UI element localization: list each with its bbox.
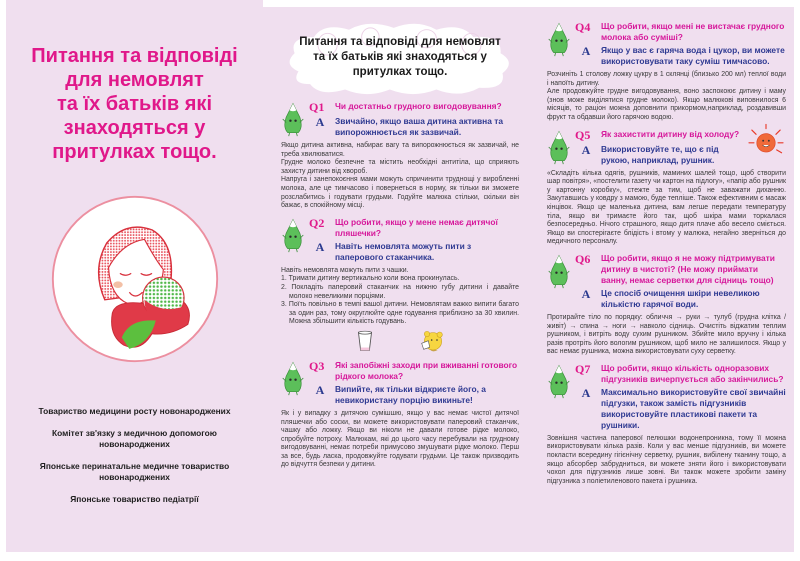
cover-panel: [6, 0, 263, 552]
question-text: Що робити, якщо у мене немає дитячої пляшечки?: [335, 216, 498, 238]
body-paragraph: Але продовжуйте грудне вигодовування, воно заспокоює дитину і маму (знов може виділятися грудне молоко). Якщо малюкові виповнилося 6 місяців, то раціон можна доповнити прикормом,наприклад, роздавивши фрукт та обдавши його гарячою водою.: [547, 88, 786, 121]
header-title-line: та їх батьків які знаходяться у: [313, 51, 487, 63]
header-title: [281, 35, 519, 80]
answer-body: [547, 71, 786, 123]
answer-label: A: [315, 382, 325, 397]
answer-body: [281, 142, 519, 211]
question-label: Q2: [309, 215, 325, 230]
mascot-icon: [281, 217, 305, 253]
body-paragraph: Грудне молоко безпечне та містить необхідні антитіла, що сприяють захисту дитини від хвороб.: [281, 159, 519, 175]
answer-text: Випийте, як тільки відкриєте його, а невикористану порцію викиньте!: [335, 383, 486, 405]
mascot-icon: [547, 21, 571, 57]
baby-bear-drinking-icon: [419, 330, 443, 354]
question-text: Що робити, якщо кількість одноразових підгузників вичерпується або закінчились?: [601, 362, 784, 384]
mascot-icon: [281, 360, 305, 396]
mother-baby-illustration: [50, 194, 220, 364]
question-label: Q6: [575, 251, 591, 266]
answer-label: A: [581, 142, 591, 157]
body-paragraph: Зовнішня частина паперової пелюшки водонепроникна, тому її можна використовувати кілька разів. Коли у вас менше підгузників, ви можете покласти всередину гігієнічну серветку, рушник, вибілену тканину тощо, а якщо абсорбер забрудниться, ви можете зняти його і використовувати чохол для підгузників лише зовні. Ви також можете зробити заміну підгузника з поліетиленового пакета і рушника.: [547, 434, 786, 485]
cover-title-line: Питання та відповіді: [31, 45, 238, 67]
steps-list: [281, 275, 519, 327]
cup-illustrations: [281, 330, 519, 354]
answer-text: Використовуйте те, що є під рукою, наприклад, рушник.: [601, 143, 719, 165]
answer-label: A: [581, 44, 591, 58]
step-item: 2. Покладіть паперовий стаканчик на нижню губу дитини і давайте молоко невеликими порціями.: [281, 283, 519, 300]
answer-label: A: [315, 115, 325, 129]
organization-name: Комітет зв'язку з медичною допомогою новонароджених: [52, 428, 217, 449]
question-label: Q5: [575, 127, 591, 142]
answer-body: [547, 435, 786, 487]
header-title-line: Питання та відповіді для немовлят: [299, 36, 501, 48]
paper-cup-icon: [357, 330, 373, 352]
mascot-icon: [281, 101, 305, 137]
answer-body: [547, 170, 786, 247]
qa-item-3: [281, 360, 519, 470]
qa-item-4: [547, 21, 786, 123]
cover-title-line: знаходяться у: [63, 117, 206, 139]
header-title-line: притулках тощо.: [352, 66, 448, 78]
qa-item-2: [281, 217, 519, 354]
qa-item-7: [547, 363, 786, 487]
cover-title-line: та їх батьків які: [57, 93, 212, 115]
body-paragraph: Протирайте тіло по порядку: обличчя → руки → тулуб (грудна клітка / живіт) → спина → ноги → навколо сідниць. Очистіть віджатим теплим рушником, і витріть воду сухим рушником. Збийте мило вручну і кілька разів протріть його вологим рушником, щоб мило не залишилося. Якщо у вас немає рушника, можна використовувати суху серветку.: [547, 313, 786, 356]
answer-body: [281, 267, 519, 327]
answer-text: Це спосіб очищення шкіри невеликою кількістю гарячої води.: [601, 287, 760, 309]
body-paragraph: Навіть немовлята можуть пити з чашки.: [281, 266, 409, 274]
answer-body: [547, 314, 786, 357]
cover-title: [31, 44, 237, 164]
qa-item-6: [547, 253, 786, 357]
question-text: Що робити, якщо я не можу підтримувати дитину в чистоті? (Не можу приймати ванну, немає серветки для сідниць тощо): [601, 252, 775, 285]
body-paragraph: Розчиніть 1 столову ложку цукру в 1 склянці (близько 200 мл) теплої води і напоїть дитину.: [547, 71, 786, 87]
cover-title-line: притулках тощо.: [52, 141, 217, 163]
right-panel: [529, 7, 794, 552]
answer-text: Звичайно, якщо ваша дитина активна та випорожнюється як зазвичай.: [335, 116, 503, 137]
organization-name: Товариство медицини росту новонароджених: [38, 406, 231, 416]
answer-text: Якщо у вас є гаряча вода і цукор, ви можете використовувати таку суміш тимчасово.: [601, 45, 785, 66]
step-item: 3. Поїть повільно в темпі вашої дитини. Немовлятам важко випити багато за один раз, тому округлюйте одне годування приблизно за 30 хвилин. Можна збільшити кількість годувань.: [281, 301, 519, 326]
question-label: Q4: [575, 20, 591, 34]
answer-label: A: [315, 239, 325, 254]
answer-body: [281, 410, 519, 470]
body-paragraph: Якщо дитина активна, набирає вагу та випорожнюється як зазвичай, не треба хвилюватися.: [281, 142, 519, 158]
organization-name: Японське перинатальне медичне товариство новонароджених: [39, 461, 230, 482]
question-label: Q3: [309, 358, 325, 373]
organizations: [6, 406, 263, 516]
question-text: Що робити, якщо мені не вистачає грудного молока або суміші?: [601, 21, 785, 42]
body-paragraph: Напруга і занепокоєння мами можуть спричинити труднощі у виробленні молока, але це тимчасово і повернеться в норму, як тільки ви зможете розслабитись і годувати грудьми. Годуйте малюка стільки, скільки він бажає, в спокійному місці.: [281, 176, 519, 210]
middle-panel: [263, 7, 529, 552]
body-paragraph: Як і у випадку з дитячою сумішшю, якщо у вас немає чистої дитячої пляшечки або соски, ви можете використовувати паперовий стаканчик, чашку або ложку. Якщо ви ніколи не давали готове рідке молоко, спробуйте потроху. Малюкам, які до цього часу перебували на грудному вигодовуванні, немає потреби примусово змушувати рідке молоко. Перш за все, будь ласка, продовжуйте годувати грудьми. Це також призводить до відчуття безпеки у дитини.: [281, 409, 519, 469]
mascot-icon: [547, 129, 571, 165]
cover-title-line: для немовлят: [65, 69, 204, 91]
mascot-icon: [547, 253, 571, 289]
question-label: Q1: [309, 100, 325, 114]
step-item: 1. Тримати дитину вертикально коли вона прокинулась.: [281, 275, 460, 283]
question-text: Чи достатньо грудного вигодовування?: [335, 101, 502, 111]
answer-text: Навіть немовлята можуть пити з паперового стаканчика.: [335, 240, 472, 262]
question-text: Які запобіжні заходи при вживанні готового рідкого молока?: [335, 359, 518, 381]
question-text: Як захистити дитину від холоду?: [601, 128, 740, 139]
mascot-icon: [547, 363, 571, 399]
answer-text: Максимально використовуйте свої звичайні підгузки, також замість підгузників використовуйте пластикові пакети та рушники.: [601, 386, 786, 430]
answer-label: A: [581, 385, 591, 400]
organization-name: Японське товариство педіатрії: [70, 494, 199, 504]
body-paragraph: «Складіть кілька одягів, рушників, маминих шалей тощо, щоб створити шар повітря», «постелити газету чи картон на підлогу», «папір або рушник у картонну коробку», стежте за тим, щоб не заважати диханню. Закутавшись у ковдру з мамою, буде тепліше. Також ефективним є масаж кінцівок. Якщо це маленька дитина, вам легше передати температуру тіла, якщо ви тримаєте його так, щоб шкіра мами торкалася безпосередньо. Нічого страшного, якщо дитя плаче або весело сміється. Якщо ви спостерігаєте блідість і втому у малюка, негайно зверніться до медичного персоналу.: [547, 169, 786, 246]
qa-item-5: [547, 129, 786, 247]
question-label: Q7: [575, 361, 591, 376]
qa-item-1: [281, 101, 519, 211]
cloud-banner: [281, 17, 519, 95]
answer-label: A: [581, 286, 591, 301]
